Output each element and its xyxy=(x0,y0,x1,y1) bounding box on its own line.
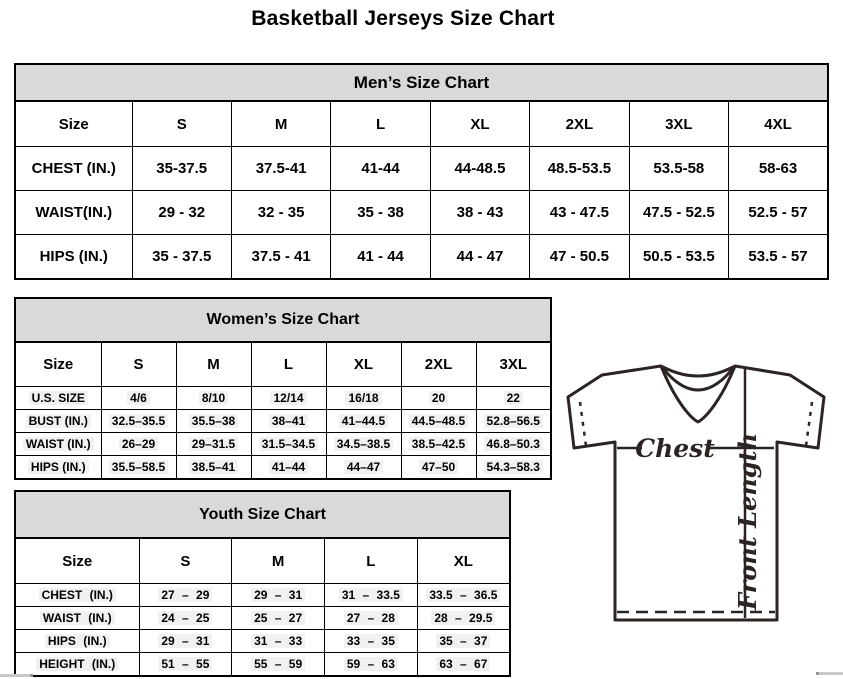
column-header: M xyxy=(176,342,251,387)
size-cell-text: 35.5–38 xyxy=(189,414,238,428)
size-cell-text: 31 – 33 xyxy=(251,634,305,648)
size-cell-text: 20 xyxy=(429,391,448,405)
size-cell xyxy=(417,630,510,653)
size-cell-text: 29 – 31 xyxy=(251,588,305,602)
size-cell xyxy=(251,410,326,433)
left-cuff-dashed-line xyxy=(580,402,586,446)
jersey-outline xyxy=(568,366,824,620)
size-header-label: Size xyxy=(15,342,101,387)
size-cell-text: 59 – 63 xyxy=(344,657,398,671)
row-label xyxy=(15,456,101,480)
column-header: S xyxy=(139,538,232,584)
size-cell xyxy=(251,433,326,456)
size-header-label: Size xyxy=(15,101,132,147)
size-cell-text: 32.5–35.5 xyxy=(109,414,168,428)
size-cell-text: 38.5–41 xyxy=(189,460,238,474)
column-header: 2XL xyxy=(401,342,476,387)
size-cell-text: 47–50 xyxy=(419,460,458,474)
size-cell-text: 27 – 29 xyxy=(158,588,212,602)
size-cell-text: 28 – 29.5 xyxy=(431,611,495,625)
column-header: XL xyxy=(430,101,529,147)
size-cell-text: 55 – 59 xyxy=(251,657,305,671)
row-label-text: CHEST (IN.) xyxy=(39,588,116,602)
youth-table-title: Youth Size Chart xyxy=(15,491,510,538)
size-cell-text: 26–29 xyxy=(119,437,158,451)
column-header: S xyxy=(101,342,176,387)
size-cell-text: 46.8–50.3 xyxy=(484,437,543,451)
column-header: XL xyxy=(326,342,401,387)
column-header: M xyxy=(231,101,330,147)
size-cell-text: 63 – 67 xyxy=(436,657,490,671)
womens-size-chart-table xyxy=(14,297,552,480)
size-cell xyxy=(401,433,476,456)
size-cell xyxy=(326,433,401,456)
column-header: 3XL xyxy=(476,342,551,387)
size-cell-text: 4/6 xyxy=(127,391,150,405)
column-header: L xyxy=(251,342,326,387)
table-row xyxy=(15,491,510,538)
h-scrollbar-fragment-right[interactable] xyxy=(816,672,843,675)
size-cell xyxy=(101,387,176,410)
table-row xyxy=(15,607,510,630)
size-cell-text: 24 – 25 xyxy=(158,611,212,625)
size-cell xyxy=(417,607,510,630)
mens-size-chart-table xyxy=(14,63,829,280)
size-cell: 35 - 37.5 xyxy=(132,235,231,280)
size-cell-text: 29–31.5 xyxy=(189,437,238,451)
column-header: 3XL xyxy=(629,101,728,147)
table-row xyxy=(15,630,510,653)
size-cell: 43 - 47.5 xyxy=(530,191,629,235)
right-cuff-dashed-line xyxy=(806,402,812,446)
size-cell: 37.5-41 xyxy=(231,147,330,191)
womens-table-title: Women’s Size Chart xyxy=(15,298,551,342)
collar-arc-outer xyxy=(663,367,733,376)
size-cell xyxy=(325,630,418,653)
row-label: HIPS (IN.) xyxy=(15,235,132,280)
size-cell: 52.5 - 57 xyxy=(729,191,828,235)
size-cell xyxy=(476,433,551,456)
column-header: XL xyxy=(417,538,510,584)
size-cell xyxy=(251,387,326,410)
size-cell-text: 22 xyxy=(504,391,523,405)
size-cell xyxy=(325,607,418,630)
size-cell xyxy=(251,456,326,480)
size-cell-text: 44–47 xyxy=(344,460,383,474)
size-cell xyxy=(326,456,401,480)
size-cell xyxy=(326,387,401,410)
size-cell: 53.5 - 57 xyxy=(729,235,828,280)
size-cell: 38 - 43 xyxy=(430,191,529,235)
h-scrollbar-fragment-left[interactable] xyxy=(0,674,33,677)
size-cell: 29 - 32 xyxy=(132,191,231,235)
size-cell-text: 38–41 xyxy=(269,414,308,428)
table-row xyxy=(15,433,551,456)
size-cell: 35 - 38 xyxy=(331,191,430,235)
table-row xyxy=(15,147,828,191)
size-cell xyxy=(139,584,232,607)
row-label xyxy=(15,653,139,677)
size-cell-text: 38.5–42.5 xyxy=(409,437,468,451)
row-label-text: U.S. SIZE xyxy=(29,391,88,405)
table-row xyxy=(15,298,551,342)
column-header: M xyxy=(232,538,325,584)
size-cell xyxy=(139,630,232,653)
size-cell xyxy=(101,456,176,480)
size-cell xyxy=(139,607,232,630)
table-row xyxy=(15,191,828,235)
column-header: 4XL xyxy=(729,101,828,147)
row-label: WAIST(IN.) xyxy=(15,191,132,235)
youth-size-chart-table xyxy=(14,490,511,677)
size-cell: 47 - 50.5 xyxy=(530,235,629,280)
column-header: 2XL xyxy=(530,101,629,147)
size-cell-text: 33.5 – 36.5 xyxy=(426,588,500,602)
row-label-text: HIPS (IN.) xyxy=(45,634,110,648)
size-cell-text: 52.8–56.5 xyxy=(484,414,543,428)
row-label-text: HEIGHT (IN.) xyxy=(36,657,118,671)
size-cell xyxy=(101,410,176,433)
size-cell-text: 29 – 31 xyxy=(158,634,212,648)
jersey-front-diagram xyxy=(558,356,843,628)
table-row xyxy=(15,387,551,410)
size-cell xyxy=(176,410,251,433)
table-row xyxy=(15,456,551,480)
row-label-text: WAIST (IN.) xyxy=(40,611,115,625)
size-cell xyxy=(401,387,476,410)
size-cell xyxy=(176,387,251,410)
size-cell xyxy=(101,433,176,456)
mens-table-title: Men’s Size Chart xyxy=(15,64,828,101)
row-label xyxy=(15,584,139,607)
size-cell-text: 34.5–38.5 xyxy=(334,437,393,451)
size-cell xyxy=(401,410,476,433)
vneck-outline xyxy=(661,366,735,422)
row-label xyxy=(15,630,139,653)
scrollbar-thumb-edge xyxy=(30,674,33,677)
size-cell xyxy=(476,387,551,410)
column-header: L xyxy=(331,101,430,147)
size-cell xyxy=(176,456,251,480)
size-cell: 41-44 xyxy=(331,147,430,191)
row-label xyxy=(15,433,101,456)
table-row xyxy=(15,584,510,607)
size-cell-text: 35.5–58.5 xyxy=(109,460,168,474)
size-cell: 32 - 35 xyxy=(231,191,330,235)
size-cell-text: 41–44.5 xyxy=(339,414,388,428)
page-title: Basketball Jerseys Size Chart xyxy=(251,7,555,30)
size-cell xyxy=(232,653,325,677)
size-cell: 58-63 xyxy=(729,147,828,191)
row-label xyxy=(15,607,139,630)
size-cell-text: 51 – 55 xyxy=(158,657,212,671)
size-cell xyxy=(176,433,251,456)
size-cell: 37.5 - 41 xyxy=(231,235,330,280)
size-cell-text: 16/18 xyxy=(345,391,381,405)
size-cell-text: 12/14 xyxy=(270,391,306,405)
size-cell-text: 33 – 35 xyxy=(344,634,398,648)
row-label-text: WAIST (IN.) xyxy=(23,437,94,451)
size-cell xyxy=(232,607,325,630)
size-cell xyxy=(476,456,551,480)
size-cell-text: 44.5–48.5 xyxy=(409,414,468,428)
size-cell: 44-48.5 xyxy=(430,147,529,191)
size-cell-text: 54.3–58.3 xyxy=(484,460,543,474)
row-label-text: HIPS (IN.) xyxy=(28,460,89,474)
size-cell: 53.5-58 xyxy=(629,147,728,191)
size-header-label: Size xyxy=(15,538,139,584)
size-cell xyxy=(417,584,510,607)
row-label: CHEST (IN.) xyxy=(15,147,132,191)
size-cell-text: 31 – 33.5 xyxy=(339,588,403,602)
table-row xyxy=(15,653,510,677)
row-label xyxy=(15,410,101,433)
table-row xyxy=(15,235,828,280)
size-cell: 35-37.5 xyxy=(132,147,231,191)
size-cell xyxy=(325,584,418,607)
size-cell xyxy=(232,584,325,607)
table-row xyxy=(15,342,551,387)
size-cell xyxy=(326,410,401,433)
size-cell: 47.5 - 52.5 xyxy=(629,191,728,235)
size-cell: 44 - 47 xyxy=(430,235,529,280)
table-row xyxy=(15,101,828,147)
size-cell xyxy=(232,630,325,653)
chest-label: Chest xyxy=(635,434,715,463)
row-label xyxy=(15,387,101,410)
row-label-text: BUST (IN.) xyxy=(26,414,91,428)
size-cell xyxy=(401,456,476,480)
table-row xyxy=(15,538,510,584)
table-row xyxy=(15,64,828,101)
size-cell-text: 35 – 37 xyxy=(436,634,490,648)
size-cell-text: 8/10 xyxy=(199,391,228,405)
size-cell xyxy=(139,653,232,677)
size-cell: 50.5 - 53.5 xyxy=(629,235,728,280)
size-cell xyxy=(476,410,551,433)
size-cell-text: 31.5–34.5 xyxy=(259,437,318,451)
table-row xyxy=(15,410,551,433)
scrollbar-thumb-edge xyxy=(816,672,819,675)
column-header: L xyxy=(325,538,418,584)
size-cell xyxy=(325,653,418,677)
size-cell-text: 25 – 27 xyxy=(251,611,305,625)
front-length-label: Front Length xyxy=(733,432,762,610)
column-header: S xyxy=(132,101,231,147)
size-cell-text: 41–44 xyxy=(269,460,308,474)
size-cell: 41 - 44 xyxy=(331,235,430,280)
size-cell-text: 27 – 28 xyxy=(344,611,398,625)
size-cell: 48.5-53.5 xyxy=(530,147,629,191)
size-cell xyxy=(417,653,510,677)
